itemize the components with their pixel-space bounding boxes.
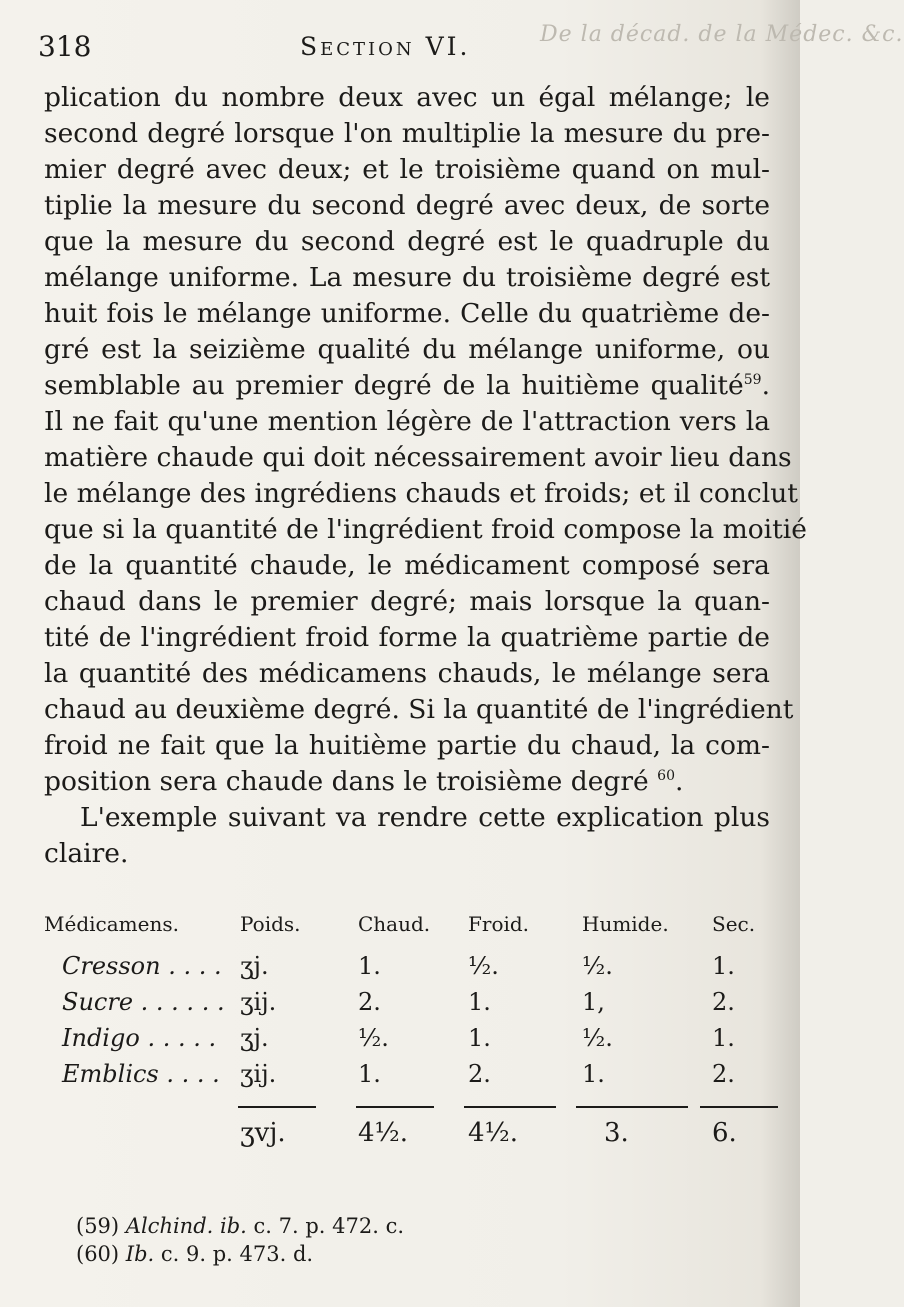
hot-value: 1.: [358, 1060, 381, 1088]
rule-dry: [700, 1106, 778, 1108]
dot-leader: . . . .: [166, 1060, 220, 1088]
ingredients-table: [44, 912, 784, 1162]
text-line: tité de l'ingrédient froid forme la quatrième partie de: [44, 622, 770, 653]
ingredient-name: Cresson: [62, 952, 161, 980]
text-line: claire.: [44, 838, 129, 869]
rule-hot: [356, 1106, 434, 1108]
footnote-mark[interactable]: 59: [743, 372, 762, 389]
text-line: chaud au deuxième degré. Si la quantité de l'ingrédient: [44, 694, 794, 725]
footnote-mark[interactable]: 60: [657, 768, 675, 785]
table-row: [44, 1024, 784, 1060]
header-froid: Froid.: [468, 912, 530, 936]
dry-value: 2.: [712, 988, 735, 1016]
moist-value: 1,: [582, 988, 605, 1016]
hot-value: 1.: [358, 952, 381, 980]
page-number: 318: [38, 30, 92, 63]
text-line: de la quantité chaude, le médicament composé sera: [44, 550, 770, 581]
footnote: (59) Alchind. ib. c. 7. p. 472. c.: [76, 1214, 405, 1238]
weight-value: ʒij.: [240, 1060, 277, 1088]
text-line: second degré lorsque l'on multiplie la mesure du pre-: [44, 118, 770, 149]
total-dry: 6.: [712, 1118, 737, 1148]
dot-leader: . . . . . .: [140, 988, 225, 1016]
text-line: position sera chaude dans le troisième degré $^{60}$.: [44, 766, 684, 797]
table-row: [44, 988, 784, 1024]
dry-value: 1.: [712, 1024, 735, 1052]
text-line: matière chaude qui doit nécessairement avoir lieu dans: [44, 442, 792, 473]
text-line: semblable au premier degré de la huitième qualité$^{59}$.: [44, 370, 770, 401]
bleed-through-text: De la décad. de la Médec. &c.: [540, 22, 904, 47]
total-rules: [44, 1096, 784, 1118]
total-moist: 3.: [604, 1118, 629, 1148]
text-line: le mélange des ingrédiens chauds et froids; et il conclut: [44, 478, 798, 509]
hot-value: ½.: [358, 1024, 389, 1052]
header-chaud: Chaud.: [358, 912, 431, 936]
total-cold: 4½.: [468, 1118, 519, 1148]
table-header-row: [44, 912, 784, 952]
table-row: [44, 1060, 784, 1096]
cold-value: 2.: [468, 1060, 491, 1088]
total-hot: 4½.: [358, 1118, 409, 1148]
ingredient-name: Indigo: [62, 1024, 140, 1052]
text-line: mier degré avec deux; et le troisième quand on mul-: [44, 154, 770, 185]
dry-value: 2.: [712, 1060, 735, 1088]
cold-value: ½.: [468, 952, 499, 980]
text-line: plication du nombre deux avec un égal mélange; le: [44, 82, 770, 113]
text-line: que la mesure du second degré est le quadruple du: [44, 226, 770, 257]
ingredient-name: Sucre: [62, 988, 134, 1016]
dot-leader: . . . .: [168, 952, 222, 980]
cold-value: 1.: [468, 1024, 491, 1052]
weight-value: ʒij.: [240, 988, 277, 1016]
moist-value: ½.: [582, 952, 613, 980]
text-line: que si la quantité de l'ingrédient froid compose la moitié: [44, 514, 807, 545]
text-line: froid ne fait que la huitième partie du chaud, la com-: [44, 730, 770, 761]
weight-value: ʒj.: [240, 1024, 269, 1052]
text-line: gré est la seizième qualité du mélange uniforme, ou: [44, 334, 770, 365]
header-sec: Sec.: [712, 912, 756, 936]
ingredient-name: Emblics: [62, 1060, 159, 1088]
dot-leader: . . . . .: [147, 1024, 217, 1052]
running-head: Section VI.: [300, 32, 471, 61]
weight-value: ʒj.: [240, 952, 269, 980]
text-line: mélange uniforme. La mesure du troisième degré est: [44, 262, 770, 293]
rule-moist: [576, 1106, 688, 1108]
moist-value: 1.: [582, 1060, 605, 1088]
text-line: tiplie la mesure du second degré avec deux, de sorte: [44, 190, 770, 221]
dry-value: 1.: [712, 952, 735, 980]
text-line: L'exemple suivant va rendre cette explication plus: [80, 802, 770, 833]
text-line: la quantité des médicamens chauds, le mélange sera: [44, 658, 770, 689]
table-row: [44, 952, 784, 988]
header-medicaments: Médicamens.: [44, 912, 179, 936]
header-poids: Poids.: [240, 912, 301, 936]
rule-cold: [464, 1106, 556, 1108]
footnote: (60) Ib. c. 9. p. 473. d.: [76, 1242, 314, 1266]
text-line: chaud dans le premier degré; mais lorsque la quan-: [44, 586, 770, 617]
header-humide: Humide.: [582, 912, 669, 936]
cold-value: 1.: [468, 988, 491, 1016]
body-text: [44, 80, 807, 872]
footnotes: [76, 1212, 404, 1268]
total-weight: ʒvj.: [240, 1118, 286, 1148]
rule-weight: [238, 1106, 316, 1108]
hot-value: 2.: [358, 988, 381, 1016]
text-line: huit fois le mélange uniforme. Celle du quatrième de-: [44, 298, 770, 329]
totals-row: [44, 1118, 784, 1162]
page-header: [38, 30, 758, 70]
moist-value: ½.: [582, 1024, 613, 1052]
text-line: Il ne fait qu'une mention légère de l'attraction vers la: [44, 406, 770, 437]
